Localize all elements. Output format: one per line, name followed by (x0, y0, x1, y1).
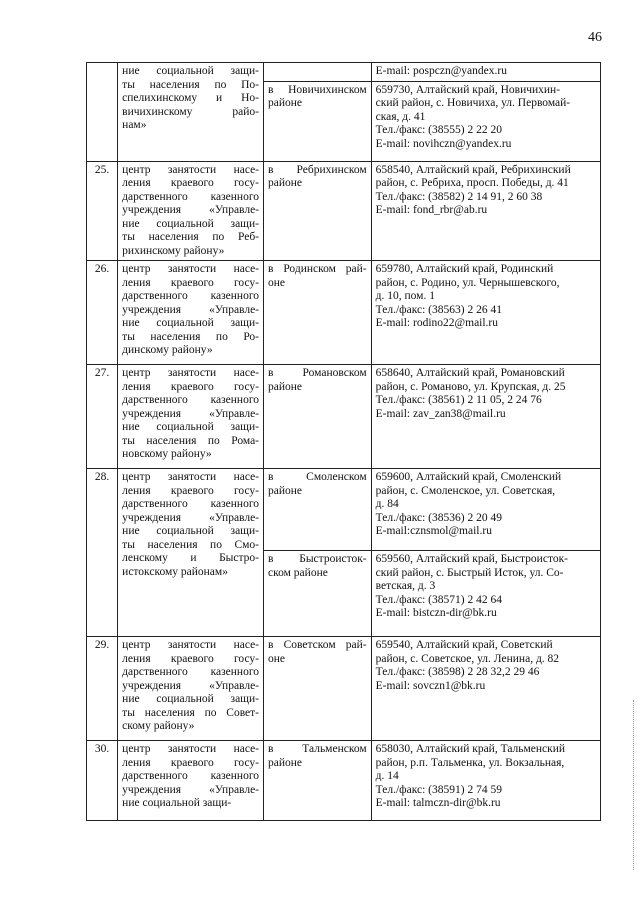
text-line: новскому району» (122, 448, 212, 460)
contact-details (371, 261, 600, 365)
phone-text: Тел./факс: (38591) 2 74 59 (375, 783, 502, 796)
text-line: районе (268, 97, 303, 109)
text-line: учреждения «Управле- (122, 679, 260, 692)
address-line: ский район, с. Новичиха, ул. Первомай- (375, 97, 571, 109)
text-line: ления краевого госу- (122, 484, 260, 497)
contact-details (371, 551, 600, 637)
email-text: E-mail:cznsmol@mail.ru (375, 525, 492, 537)
text-line: ние социальной защи- (122, 65, 260, 77)
phone-text: Тел./факс: (38571) 2 42 64 (375, 593, 502, 606)
email-text: E-mail: bistczn-dir@bk.ru (375, 607, 497, 619)
row-number: 27. (87, 365, 118, 469)
email-text: E-mail: pospczn@yandex.ru (375, 65, 507, 77)
text-line: ние социальной защи- (122, 421, 260, 433)
address-line: 658540, Алтайский край, Ребрихинский (375, 163, 571, 176)
text-line: в Романовском (268, 367, 367, 379)
text-line: ние социальной защи- (122, 797, 232, 809)
employment-centers-table (86, 62, 601, 821)
address-line: район, с. Ребриха, просп. Победы, д. 41 (375, 177, 569, 189)
text-line: истокскому районам» (122, 565, 228, 578)
service-area (264, 81, 372, 161)
text-line: ления краевого госу- (122, 756, 260, 769)
text-line: в Новичихинском (268, 83, 367, 96)
text-line: ты населения по Смо- (122, 538, 260, 551)
text-line: районе (268, 756, 303, 769)
table-row (87, 161, 601, 261)
address-line: 659730, Алтайский край, Новичихин- (375, 83, 561, 96)
service-area (264, 637, 372, 741)
text-line: ты населения по По- (122, 78, 260, 91)
row-number: 25. (87, 161, 118, 261)
address-line: район, р.п. Тальменка, ул. Вокзальная, (375, 756, 565, 769)
text-line: центр занятости насе- (122, 471, 260, 483)
phone-text: Тел./факс: (38536) 2 20 49 (375, 511, 502, 524)
service-area (264, 261, 372, 365)
text-line: вичихинскому райо- (122, 105, 260, 118)
text-line: ние социальной защи- (122, 217, 260, 230)
email-text: E-mail: sovczn1@bk.ru (375, 679, 486, 692)
address-line: д. 14 (375, 770, 399, 782)
text-line: центр занятости насе- (122, 743, 260, 755)
text-line: районе (268, 177, 303, 189)
text-line: районе (268, 484, 303, 497)
email-text: E-mail: talmczn-dir@bk.ru (375, 797, 501, 809)
text-line: ты населения по Рома- (122, 434, 260, 447)
phone-text: Тел./факс: (38598) 2 28 32,2 29 46 (375, 666, 540, 678)
text-line: учреждения «Управле- (122, 204, 260, 216)
email-text: E-mail: zav_zan38@mail.ru (375, 407, 506, 420)
text-line: учреждения «Управле- (122, 783, 260, 796)
text-line: ления краевого госу- (122, 380, 260, 393)
text-line: ты населения по Реб- (122, 231, 260, 243)
text-line: ние социальной защи- (122, 525, 260, 537)
service-area (264, 63, 372, 82)
text-line: в Советском рай- (268, 639, 367, 651)
table-row (87, 469, 601, 551)
service-area (264, 365, 372, 469)
email-text: E-mail: fond_rbr@ab.ru (375, 204, 488, 216)
organization-name (118, 63, 264, 162)
contact-details (371, 81, 600, 161)
address-line: район, с. Родино, ул. Чернышевского, (375, 276, 560, 289)
organization-name (118, 469, 264, 637)
text-line: скому району» (122, 720, 195, 732)
text-line: центр занятости насе- (122, 263, 260, 275)
address-line: 659540, Алтайский край, Советский (375, 639, 553, 651)
text-line: спелихинскому и Но- (122, 92, 260, 104)
text-line: дарственного казенного (122, 770, 260, 782)
text-line: ты населения по Ро- (122, 330, 260, 343)
service-area (264, 161, 372, 261)
table-row (87, 637, 601, 741)
address-line: ветская, д. 3 (375, 580, 436, 592)
text-line: ления краевого госу- (122, 177, 260, 189)
text-line: учреждения «Управле- (122, 407, 260, 420)
address-line: 659600, Алтайский край, Смоленский (375, 471, 562, 483)
organization-name (118, 741, 264, 821)
text-line: оне (268, 276, 286, 289)
page-number: 46 (588, 30, 602, 45)
phone-text: Тел./факс: (38563) 2 26 41 (375, 303, 502, 316)
table-row (87, 365, 601, 469)
address-line: д. 10, пом. 1 (375, 290, 435, 302)
contact-details (371, 741, 600, 821)
text-line: оне (268, 652, 286, 665)
text-line: центр занятости насе- (122, 639, 260, 651)
text-line: в Ребрихинском (268, 163, 367, 176)
service-area (264, 469, 372, 551)
phone-text: Тел./факс: (38582) 2 14 91, 2 60 38 (375, 190, 543, 203)
text-line: в Родинском рай- (268, 263, 367, 275)
text-line: ленскому и Быстро- (122, 552, 260, 564)
phone-text: Тел./факс: (38555) 2 22 20 (375, 124, 502, 136)
contact-details (371, 637, 600, 741)
contact-details (371, 469, 600, 551)
text-line: центр занятости насе- (122, 367, 260, 379)
text-line: в Быстроисток- (268, 553, 367, 565)
text-line: динскому району» (122, 344, 213, 356)
text-line: ние социальной защи- (122, 693, 260, 705)
text-line: дарственного казенного (122, 666, 260, 678)
text-line: в Тальменском (268, 743, 367, 755)
text-line: учреждения «Управле- (122, 303, 260, 316)
text-line: дарственного казенного (122, 190, 260, 203)
address-line: 658640, Алтайский край, Романовский (375, 367, 565, 379)
row-number: 26. (87, 261, 118, 365)
text-line: районе (268, 380, 303, 393)
address-line: ский район, с. Быстрый Исток, ул. Со- (375, 566, 564, 579)
phone-text: Тел./факс: (38561) 2 11 05, 2 24 76 (375, 394, 542, 406)
text-line: ском районе (268, 566, 328, 579)
text-line: в Смоленском (268, 471, 367, 483)
contact-details (371, 63, 600, 82)
text-line: рихинскому району» (122, 244, 225, 257)
address-line: 659780, Алтайский край, Родинский (375, 263, 554, 275)
organization-name (118, 637, 264, 741)
contact-details (371, 161, 600, 261)
table-row (87, 63, 601, 82)
address-line: 659560, Алтайский край, Быстроисток- (375, 553, 568, 565)
text-line: центр занятости насе- (122, 163, 260, 176)
contact-details (371, 365, 600, 469)
text-line: учреждения «Управле- (122, 511, 260, 524)
address-line: 658030, Алтайский край, Тальменский (375, 743, 566, 755)
organization-name (118, 161, 264, 261)
address-line: район, с. Романово, ул. Крупская, д. 25 (375, 380, 566, 393)
organization-name (118, 365, 264, 469)
row-number: 29. (87, 637, 118, 741)
text-line: дарственного казенного (122, 394, 260, 406)
row-number: 28. (87, 469, 118, 637)
address-line: ская, д. 41 (375, 110, 426, 123)
scan-margin-mark (633, 700, 635, 870)
organization-name (118, 261, 264, 365)
email-text: E-mail: novihczn@yandex.ru (375, 137, 512, 150)
text-line: ты населения по Совет- (122, 706, 260, 719)
text-line: ние социальной защи- (122, 317, 260, 329)
table-row (87, 741, 601, 821)
email-text: E-mail: rodino22@mail.ru (375, 317, 499, 329)
address-line: район, с. Советское, ул. Ленина, д. 82 (375, 652, 560, 665)
address-line: район, с. Смоленское, ул. Советская, (375, 484, 556, 497)
address-line: д. 84 (375, 498, 399, 510)
table-row (87, 261, 601, 365)
row-number (87, 63, 118, 162)
text-line: нам» (122, 119, 147, 131)
service-area (264, 741, 372, 821)
row-number: 30. (87, 741, 118, 821)
service-area (264, 551, 372, 637)
text-line: ления краевого госу- (122, 652, 260, 665)
text-line: ления краевого госу- (122, 276, 260, 289)
text-line: дарственного казенного (122, 498, 260, 510)
text-line: дарственного казенного (122, 290, 260, 302)
